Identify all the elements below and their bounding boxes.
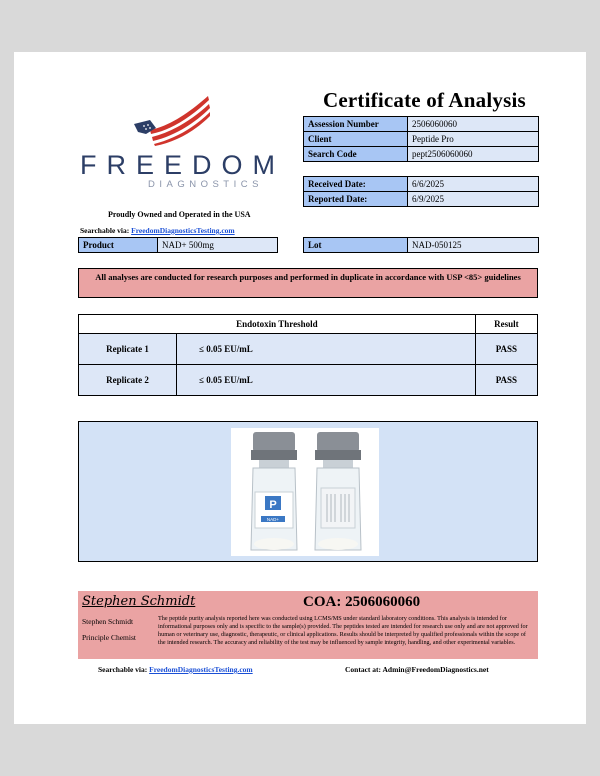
product-value: NAD+ 500mg: [158, 238, 278, 253]
tagline: Proudly Owned and Operated in the USA: [108, 210, 251, 219]
info-value: Peptide Pro: [408, 132, 539, 147]
info-table: [303, 116, 539, 162]
replicate-result: PASS: [475, 365, 537, 396]
replicate-name: Replicate 2: [79, 365, 177, 396]
info-label: Client: [304, 132, 408, 147]
replicate-result: PASS: [475, 334, 537, 365]
product-table: [78, 237, 278, 253]
date-label: Received Date:: [304, 177, 408, 192]
search-top-link[interactable]: FreedomDiagnosticsTesting.com: [131, 226, 235, 235]
disclaimer: The peptide purity analysis reported here was conducted using LCMS/MS under standard laboratory conditions. This analysis is intended for informational purposes only and is specific to the sample(s) provided. The peptides tested are intended for research use only and are not approved for human or veterinary use, diagnostic, therapeutic, or clinical applications. Results should be interpreted by qualified professionals within the scope of the intended research. The accuracy and reliability of the test may be influenced by sample integrity, handling, and other experimental variables.: [158, 615, 528, 646]
date-row: [304, 177, 539, 192]
product-label: Product: [79, 238, 158, 253]
replicate-name: Replicate 1: [79, 334, 177, 365]
page-title: Certificate of Analysis: [323, 88, 526, 112]
results-header: [79, 315, 538, 334]
lot-table: [303, 237, 539, 253]
search-bottom: [98, 665, 253, 674]
signer-name: Stephen Schmidt: [82, 617, 134, 626]
date-row: [304, 192, 539, 207]
table-row: [79, 334, 538, 365]
usp-banner: All analyses are conducted for research purposes and performed in duplicate in accordance with USP <85> guidelines: [78, 268, 538, 298]
vial-front: [251, 432, 297, 550]
date-label: Reported Date:: [304, 192, 408, 207]
vial-back: [315, 432, 361, 550]
dates-table: [303, 176, 539, 207]
lot-value: NAD-050125: [408, 238, 539, 253]
search-bottom-label: Searchable via:: [98, 665, 148, 674]
info-label: Search Code: [304, 147, 408, 162]
coa-number: COA: 2506060060: [303, 594, 421, 610]
result-header: Result: [475, 315, 537, 334]
info-row: [304, 117, 539, 132]
threshold-header: Endotoxin Threshold: [79, 315, 476, 334]
search-top: [80, 226, 235, 235]
search-bottom-link[interactable]: FreedomDiagnosticsTesting.com: [149, 665, 253, 674]
product-row: [79, 238, 278, 253]
vial-label-product: NAD+: [266, 517, 280, 522]
date-value: 6/9/2025: [408, 192, 539, 207]
info-value: 2506060060: [408, 117, 539, 132]
search-top-label: Searchable via:: [80, 226, 130, 235]
vial-photo: [231, 428, 379, 556]
results-table: [78, 314, 538, 396]
table-row: [79, 365, 538, 396]
brand-subtitle: DIAGNOSTICS: [148, 179, 263, 190]
info-row: [304, 147, 539, 162]
info-label: Assession Number: [304, 117, 408, 132]
replicate-threshold: ≤ 0.05 EU/mL: [177, 365, 476, 396]
replicate-threshold: ≤ 0.05 EU/mL: [177, 334, 476, 365]
signer-role: Principle Chemist: [82, 633, 136, 642]
sample-image-box: [78, 421, 538, 562]
contact-info: Contact at: Admin@FreedomDiagnostics.net: [345, 665, 489, 674]
info-row: [304, 132, 539, 147]
date-value: 6/6/2025: [408, 177, 539, 192]
info-value: pept2506060060: [408, 147, 539, 162]
freedom-logo-icon: [132, 94, 212, 146]
lot-label: Lot: [304, 238, 408, 253]
lot-row: [304, 238, 539, 253]
vial-label-letter: P: [269, 499, 277, 511]
brand-name: FREEDOM: [80, 150, 285, 180]
signature: Stephen Schmidt: [82, 594, 196, 609]
signature-footer: [78, 591, 538, 659]
